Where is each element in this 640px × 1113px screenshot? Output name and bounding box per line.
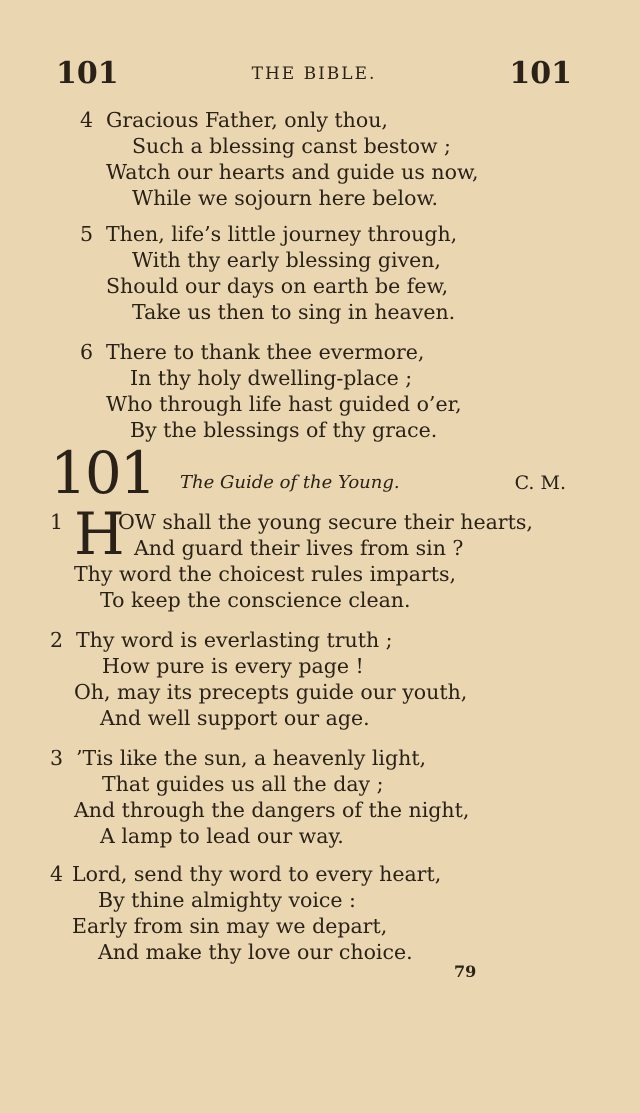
header-hymn-number-left: 101: [56, 56, 119, 91]
verse-line: By thine almighty voice :: [98, 888, 356, 912]
verse-line: And through the dangers of the night,: [74, 798, 470, 822]
verse-number: 2: [50, 628, 64, 652]
verse-line: Should our days on earth be few,: [106, 274, 449, 298]
header-title: THE BIBLE.: [251, 64, 377, 84]
verse-line: Take us then to sing in heaven.: [132, 300, 456, 324]
verse-line: Gracious Father, only thou,: [106, 108, 388, 132]
verse-line: That guides us all the day ;: [102, 772, 384, 796]
verse-line: And guard their lives from sin ?: [134, 536, 464, 560]
verse-line: To keep the conscience clean.: [100, 588, 411, 612]
hymn-meter: C. M.: [514, 472, 566, 494]
verse-number: 5: [80, 222, 94, 246]
verse-line: Such a blessing canst bestow ;: [132, 134, 451, 158]
page-number: 79: [454, 962, 477, 981]
verse-line: Who through life hast guided o’er,: [106, 392, 462, 416]
verse-number: 6: [80, 340, 94, 364]
verse-line: With thy early blessing given,: [132, 248, 441, 272]
hymn-number: 101: [50, 439, 155, 507]
verse-number: 4: [50, 862, 64, 886]
verse-line: Oh, may its precepts guide our youth,: [74, 680, 468, 704]
verse-number: 3: [50, 746, 64, 770]
verse-line: Early from sin may we depart,: [72, 914, 388, 938]
header-hymn-number-right: 101: [509, 56, 572, 91]
verse-line: ’Tis like the sun, a heavenly light,: [76, 746, 427, 770]
verse-line: By the blessings of thy grace.: [130, 418, 438, 442]
verse-line: How pure is every page !: [102, 654, 364, 678]
drop-cap: H: [74, 500, 125, 568]
verse-line: While we sojourn here below.: [132, 186, 439, 210]
verse-line: OW shall the young secure their hearts,: [118, 510, 533, 534]
hymn-heading: [50, 439, 566, 507]
verse-line: And well support our age.: [100, 706, 370, 730]
verse-line: There to thank thee evermore,: [106, 340, 425, 364]
verse-line: Thy word the choicest rules imparts,: [74, 562, 457, 586]
verse-line: Thy word is everlasting truth ;: [76, 628, 393, 652]
verse-line: In thy holy dwelling-place ;: [130, 366, 413, 390]
hymn-title: The Guide of the Young.: [180, 472, 400, 493]
verse-number: 1: [50, 510, 64, 534]
verse-line: A lamp to lead our way.: [100, 824, 344, 848]
verse-line: Lord, send thy word to every heart,: [72, 862, 442, 886]
verse-number: 4: [80, 108, 94, 132]
verse-line: And make thy love our choice.: [98, 940, 413, 964]
running-header: [56, 56, 572, 96]
verse-line: Then, life’s little journey through,: [106, 222, 458, 246]
verse-line: Watch our hearts and guide us now,: [106, 160, 479, 184]
